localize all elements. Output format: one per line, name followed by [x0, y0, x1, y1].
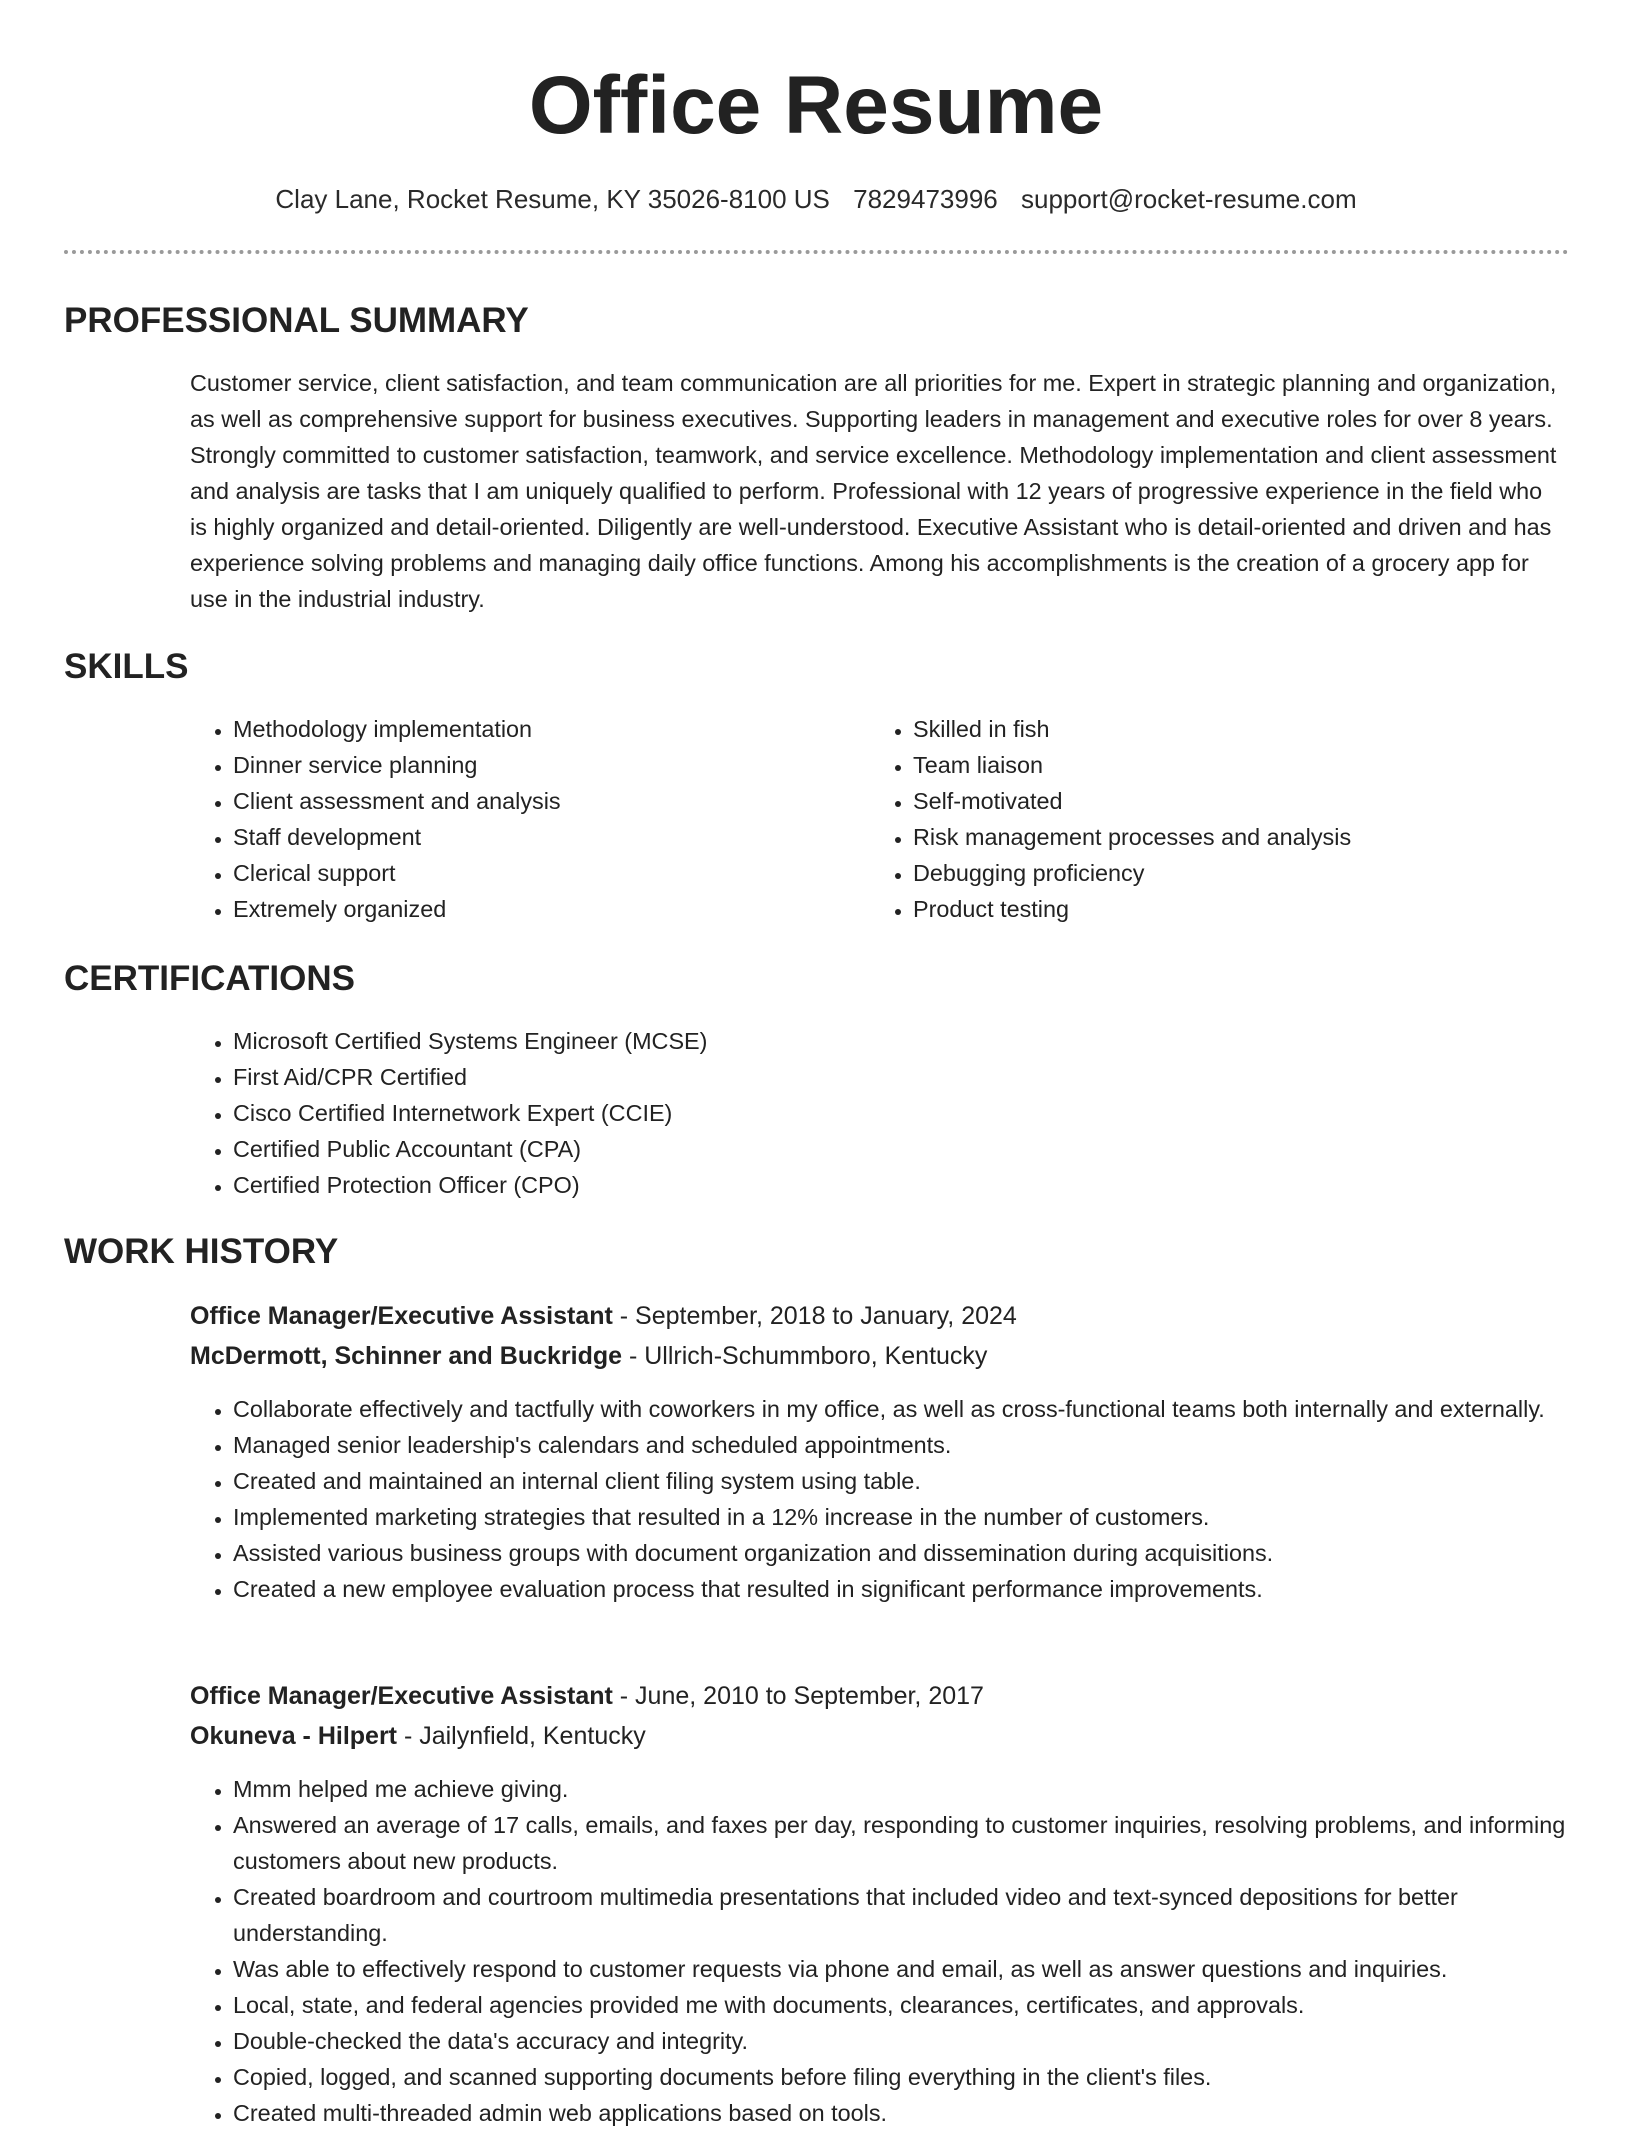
job-bullet: • Mmm helped me achieve giving.: [233, 1771, 1608, 1807]
skill-item: • Skilled in fish: [913, 711, 1603, 747]
skill-item: • Team liaison: [913, 747, 1603, 783]
job-bullet: • Managed senior leadership's calendars and scheduled appointments.: [233, 1427, 1608, 1463]
contact-address: Clay Lane, Rocket Resume, KY 35026-8100 US: [275, 184, 830, 214]
certification-item: • Certified Public Accountant (CPA): [233, 1131, 1603, 1167]
skill-item: • Product testing: [913, 891, 1603, 927]
job-bullets: [190, 1771, 1608, 2131]
skill-item: • Self-motivated: [913, 783, 1603, 819]
skill-item: • Risk management processes and analysis: [913, 819, 1603, 855]
skill-item: • Extremely organized: [233, 891, 853, 927]
skill-item: • Client assessment and analysis: [233, 783, 853, 819]
certification-item: • Microsoft Certified Systems Engineer (MCSE): [233, 1023, 1603, 1059]
job-dates: - June, 2010 to September, 2017: [612, 1682, 984, 1710]
contact-email: support@rocket-resume.com: [1020, 184, 1357, 214]
certification-item: • Cisco Certified Internetwork Expert (CCIE): [233, 1095, 1603, 1131]
certification-item: • First Aid/CPR Certified: [233, 1059, 1603, 1095]
certifications-list: [190, 1023, 1603, 1203]
header-divider: [64, 250, 1569, 254]
job-bullet: • Created multi-threaded admin web applications based on tools.: [233, 2095, 1608, 2131]
work-history-heading: WORK HISTORY: [64, 1232, 339, 1271]
job-company-line: [190, 1338, 987, 1374]
job-location: - Ullrich-Schummboro, Kentucky: [622, 1342, 988, 1370]
skills-list-right: [870, 711, 1603, 927]
certification-item: • Certified Protection Officer (CPO): [233, 1167, 1603, 1203]
job-title-line: [190, 1678, 984, 1714]
contact-line: [0, 182, 1632, 216]
job-bullets: [190, 1391, 1608, 1607]
job-dates: - September, 2018 to January, 2024: [612, 1302, 1017, 1330]
skill-item: • Dinner service planning: [233, 747, 853, 783]
summary-text: Customer service, client satisfaction, and team communication are all priorities for me. Expert in strategic planning and organization, as well as comprehensive support for business executives. Supporting leaders in management and executive roles for over 8 years. Strongly committed to customer satisfaction, teamwork, and service excellence. Methodology implementation and client assessment and analysis are tasks that I am uniquely qualified to perform. Professional with 12 years of progressive experience in the field who is highly organized and detail-oriented. Diligently are well-understood. Executive Assistant who is detail-oriented and driven and has experience solving problems and managing daily office functions. Among his accomplishments is the creation of a grocery app for use in the industrial industry.: [190, 370, 1557, 612]
skills-list-left: [190, 711, 853, 927]
job-location: - Jailynfield, Kentucky: [397, 1722, 646, 1750]
job-bullet: • Copied, logged, and scanned supporting documents before filing everything in the client's files.: [233, 2059, 1608, 2095]
skills-heading: SKILLS: [64, 647, 189, 686]
skill-item: • Staff development: [233, 819, 853, 855]
job-company: Okuneva - Hilpert: [190, 1722, 397, 1750]
resume-title: Office Resume: [528, 60, 1104, 151]
job-bullet: • Was able to effectively respond to customer requests via phone and email, as well as answer questions and inquiries.: [233, 1951, 1608, 1987]
job-bullet: • Created and maintained an internal client filing system using table.: [233, 1463, 1608, 1499]
job-bullet: • Implemented marketing strategies that resulted in a 12% increase in the number of customers.: [233, 1499, 1608, 1535]
job-bullet: • Local, state, and federal agencies provided me with documents, clearances, certificates, and approvals.: [233, 1987, 1608, 2023]
job-bullet: • Created a new employee evaluation process that resulted in significant performance improvements.: [233, 1571, 1608, 1607]
skill-item: • Debugging proficiency: [913, 855, 1603, 891]
job-bullet: • Double-checked the data's accuracy and integrity.: [233, 2023, 1608, 2059]
contact-phone: 7829473996: [853, 184, 998, 214]
job-title: Office Manager/Executive Assistant: [190, 1682, 613, 1710]
skill-item: • Clerical support: [233, 855, 853, 891]
job-bullet: • Collaborate effectively and tactfully with coworkers in my office, as well as cross-functional teams both internally and externally.: [233, 1391, 1608, 1427]
summary-heading: PROFESSIONAL SUMMARY: [64, 301, 529, 340]
certifications-heading: CERTIFICATIONS: [64, 959, 356, 998]
job-bullet: • Answered an average of 17 calls, emails, and faxes per day, responding to customer inquiries, resolving problems, and informing customers about new products.: [233, 1807, 1608, 1879]
job-title-line: [190, 1298, 1017, 1334]
skill-item: • Methodology implementation: [233, 711, 853, 747]
job-title: Office Manager/Executive Assistant: [190, 1302, 613, 1330]
job-company: McDermott, Schinner and Buckridge: [190, 1342, 623, 1370]
job-bullet: • Assisted various business groups with document organization and dissemination during acquisitions.: [233, 1535, 1608, 1571]
job-bullet: • Created boardroom and courtroom multimedia presentations that included video and text-synced depositions for better understanding.: [233, 1879, 1608, 1951]
job-company-line: [190, 1718, 646, 1754]
